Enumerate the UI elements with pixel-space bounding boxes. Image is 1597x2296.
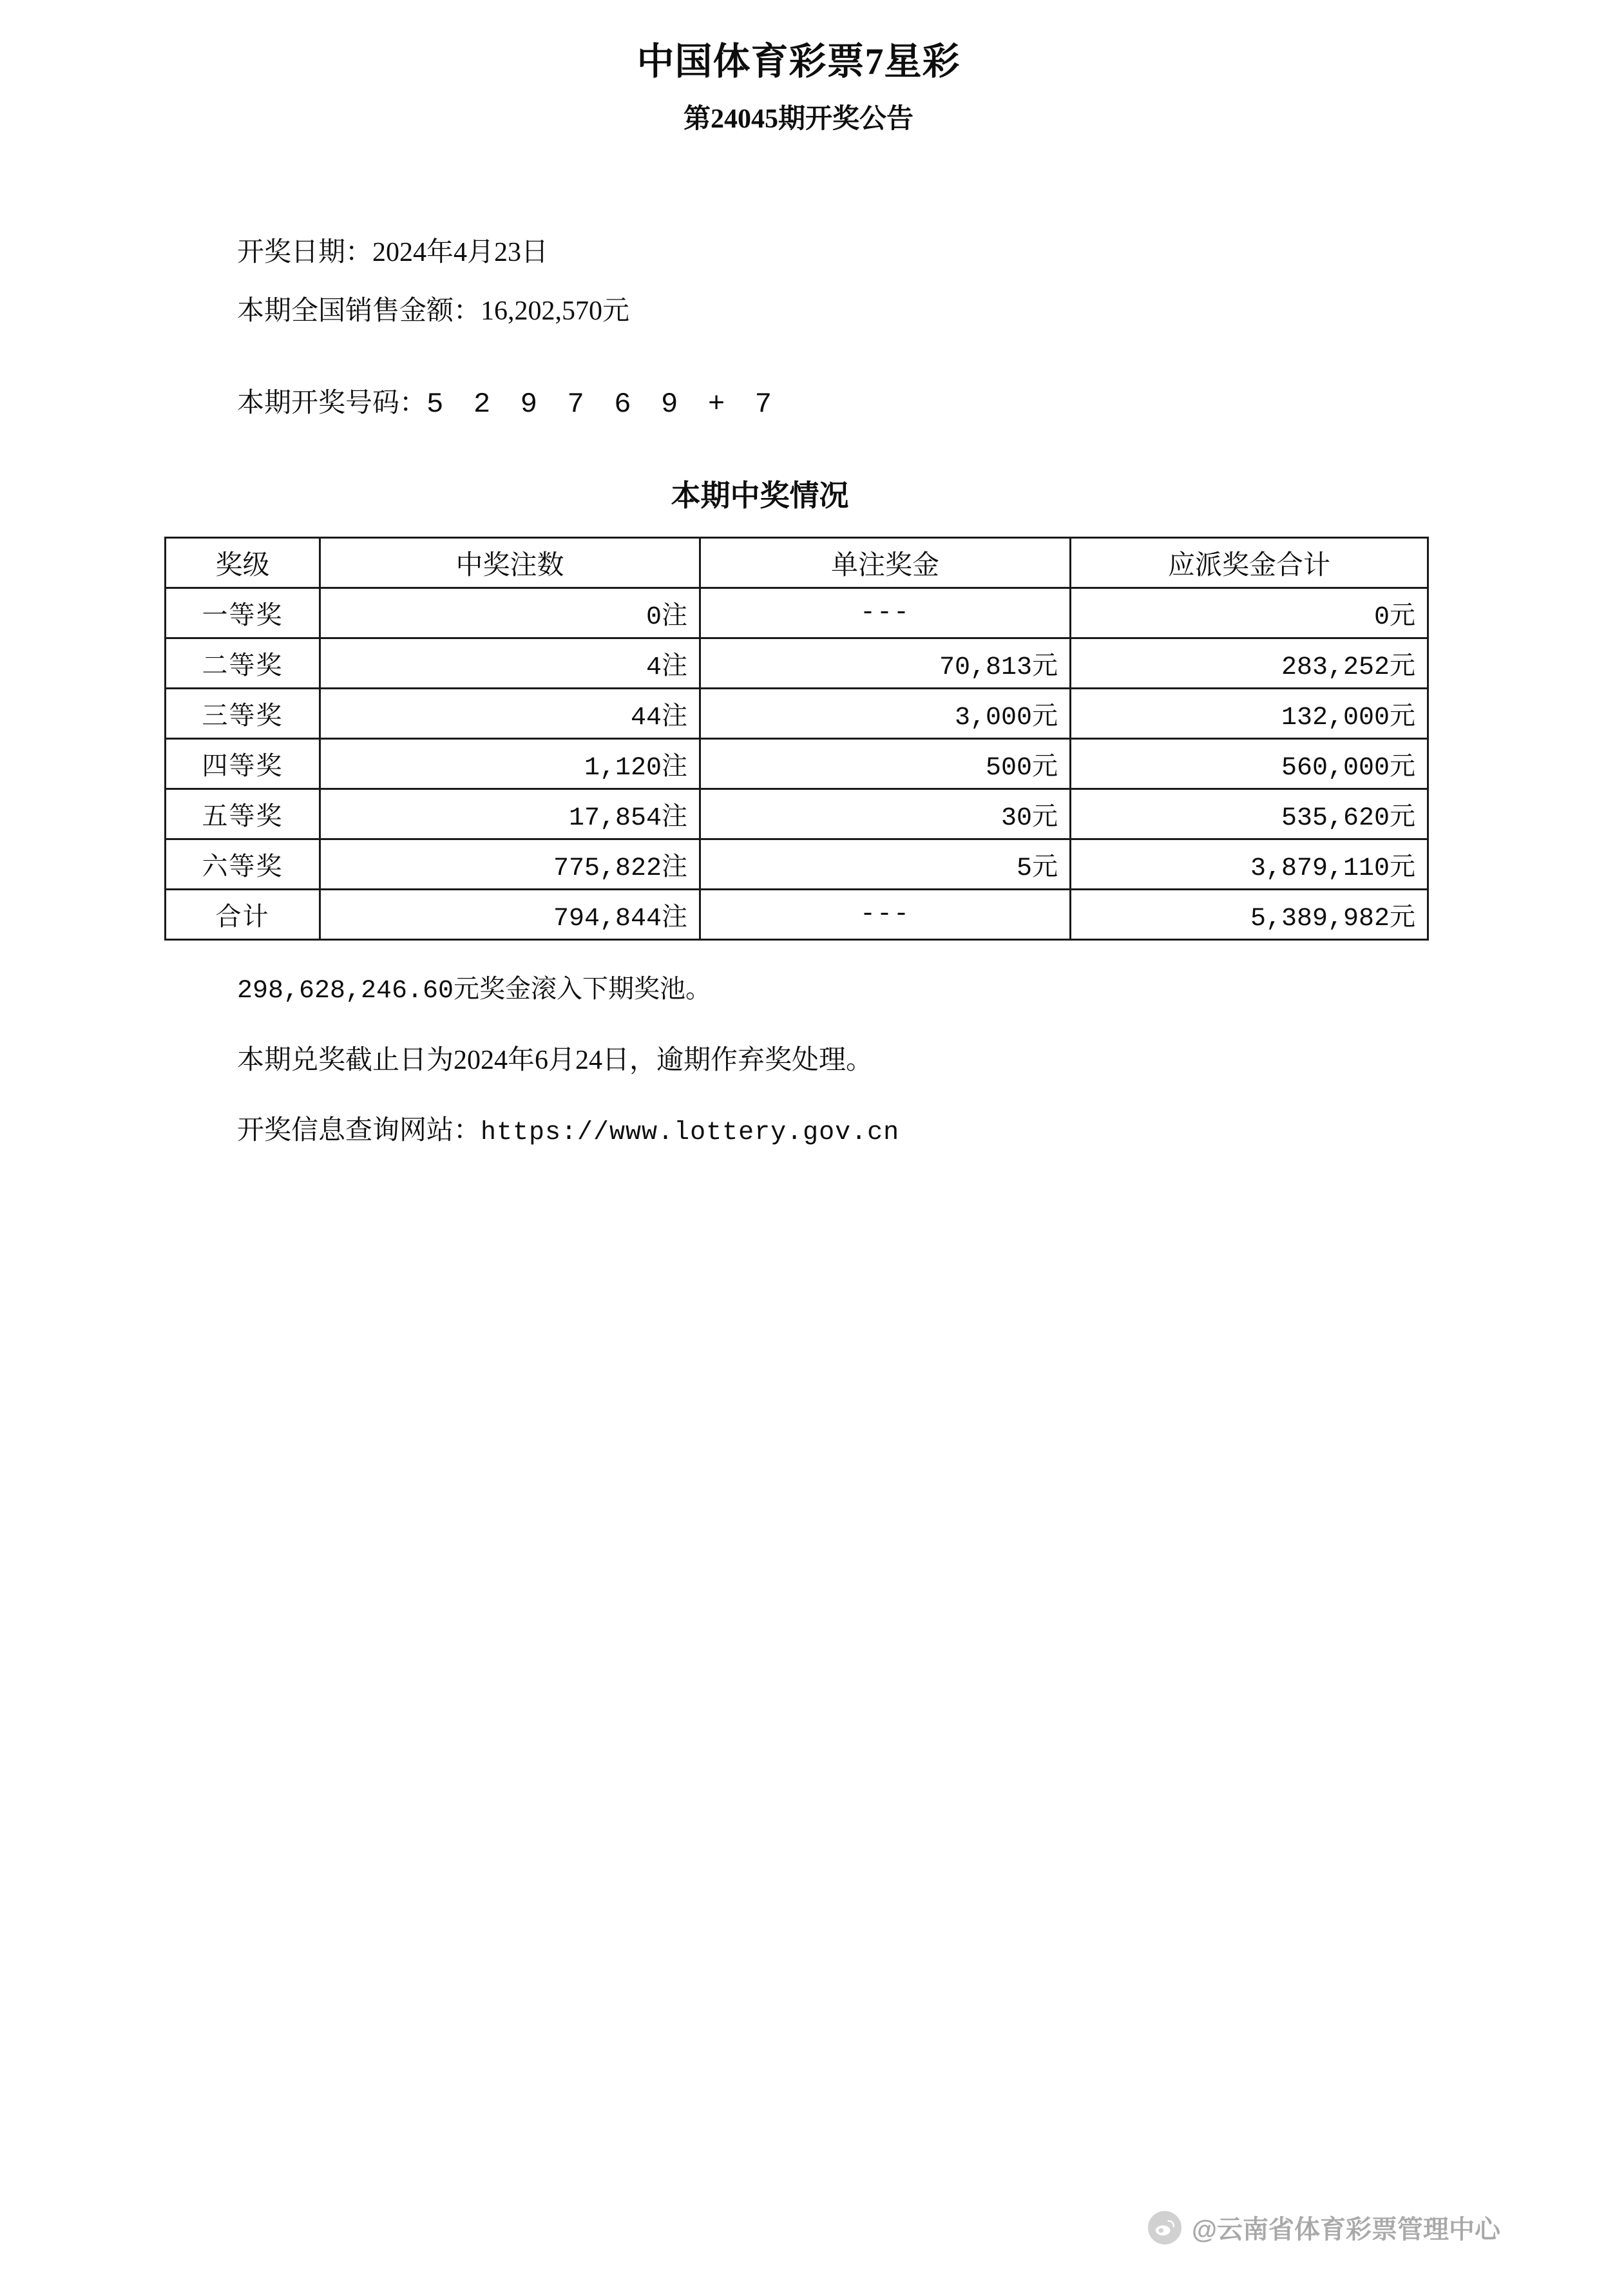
cell-total-value: 535,620: [1281, 803, 1390, 833]
cell-count-value: 17,854: [568, 803, 662, 833]
table-header-row: [166, 538, 1428, 588]
cell-count-value: 44: [630, 703, 662, 732]
cell-total-prize: [1071, 789, 1428, 839]
cell-per-value: 500: [985, 753, 1032, 783]
cell-count: [320, 588, 700, 638]
table-row: [166, 638, 1428, 689]
lottery-announcement-page: [0, 39, 1597, 2296]
cell-per-prize: [700, 638, 1071, 689]
cell-level: 三等奖: [166, 689, 320, 739]
weibo-icon: [1148, 2211, 1181, 2244]
sales-amount-text: 本期全国销售金额：16,202,570元: [237, 296, 630, 326]
cell-count-unit: 注: [662, 600, 687, 629]
website-url[interactable]: https://www.lottery.gov.cn: [481, 1118, 900, 1148]
winning-numbers-label: 本期开奖号码：: [237, 388, 427, 418]
cell-total-unit: 元: [1390, 600, 1415, 629]
cell-total-prize: [1071, 638, 1428, 689]
th-level: 奖级: [166, 538, 320, 588]
deadline-text: 本期兑奖截止日为2024年6月24日，逾期作弃奖处理。: [237, 1046, 874, 1075]
table-row: [166, 689, 1428, 739]
cell-total-unit: 元: [1390, 751, 1415, 780]
cell-count-value: 4: [645, 653, 662, 682]
cell-level: 一等奖: [166, 588, 320, 638]
cell-level: 四等奖: [166, 739, 320, 789]
table-row: [166, 588, 1428, 638]
cell-per-unit: 元: [1032, 801, 1058, 830]
cell-count-unit: 注: [662, 801, 687, 830]
cell-total-unit: 元: [1390, 700, 1415, 730]
cell-count-value: 775,822: [553, 854, 662, 883]
th-total-prize: 应派奖金合计: [1071, 538, 1428, 588]
cell-total-value: 5,389,982: [1250, 904, 1390, 933]
rollover-line: [237, 968, 1597, 1012]
cell-total-value: 560,000: [1281, 753, 1390, 783]
cell-count: [320, 890, 700, 940]
cell-per-unit: 元: [1032, 751, 1058, 780]
cell-total-prize: [1071, 689, 1428, 739]
cell-per-prize: [700, 890, 1071, 940]
cell-total-unit: 元: [1390, 650, 1415, 680]
cell-total-prize: [1071, 839, 1428, 890]
cell-total-prize: [1071, 890, 1428, 940]
cell-per-prize: [700, 689, 1071, 739]
deadline-line: [237, 1039, 1597, 1082]
th-per-prize: 单注奖金: [700, 538, 1071, 588]
footnotes: [237, 968, 1597, 1154]
winning-numbers-value: 5 2 9 7 6 9 + 7: [426, 388, 779, 421]
cell-total-value: 283,252: [1281, 653, 1390, 682]
cell-per-value: 70,813: [939, 653, 1032, 682]
table-row-total: [166, 890, 1428, 940]
page-title: 中国体育彩票7星彩: [636, 41, 961, 82]
cell-per-unit: 元: [1032, 650, 1058, 680]
cell-count-value: 1,120: [584, 753, 662, 783]
cell-per-value: 5: [1016, 854, 1032, 883]
cell-per-unit: 元: [1032, 700, 1058, 730]
cell-count: [320, 638, 700, 689]
draw-date-line: [237, 233, 1449, 273]
cell-per-prize: [700, 739, 1071, 789]
cell-total-unit: 元: [1390, 801, 1415, 830]
cell-level: 二等奖: [166, 638, 320, 689]
cell-total-unit: 元: [1390, 901, 1415, 931]
table-row: [166, 839, 1428, 890]
sales-amount-line: [237, 291, 1449, 332]
cell-per-value: ---: [859, 900, 910, 929]
cell-level: 合计: [166, 890, 320, 940]
cell-count-unit: 注: [662, 901, 687, 931]
cell-per-value: ---: [859, 598, 910, 627]
rollover-text: 298,628,246.60元奖金滚入下期奖池。: [237, 977, 712, 1006]
cell-count: [320, 789, 700, 839]
cell-level: 五等奖: [166, 789, 320, 839]
prize-table: [164, 537, 1429, 941]
page-subtitle: 第24045期开奖公告: [683, 104, 913, 134]
cell-count-unit: 注: [662, 851, 687, 881]
draw-date-text: 开奖日期：2024年4月23日: [237, 238, 549, 267]
cell-per-unit: 元: [1032, 851, 1058, 881]
cell-total-value: 132,000: [1281, 703, 1390, 732]
cell-count: [320, 739, 700, 789]
website-line: [237, 1109, 1597, 1154]
cell-count: [320, 689, 700, 739]
cell-count-unit: 注: [662, 751, 687, 780]
cell-total-value: 0: [1373, 602, 1390, 632]
cell-per-prize: [700, 839, 1071, 890]
cell-level: 六等奖: [166, 839, 320, 890]
cell-total-unit: 元: [1390, 851, 1415, 881]
cell-per-prize: [700, 588, 1071, 638]
website-label: 开奖信息查询网站：: [237, 1116, 481, 1146]
cell-per-prize: [700, 789, 1071, 839]
cell-per-value: 3,000: [954, 703, 1032, 732]
cell-total-value: 3,879,110: [1250, 854, 1390, 883]
section-heading-prizes: 本期中奖情况: [671, 479, 849, 512]
cell-count: [320, 839, 700, 890]
cell-count-unit: 注: [662, 650, 687, 680]
cell-total-prize: [1071, 588, 1428, 638]
table-row: [166, 789, 1428, 839]
table-row: [166, 739, 1428, 789]
cell-total-prize: [1071, 739, 1428, 789]
cell-count-value: 794,844: [553, 904, 662, 933]
cell-count-value: 0: [645, 602, 662, 632]
watermark: [1148, 2209, 1500, 2246]
cell-count-unit: 注: [662, 700, 687, 730]
th-count: 中奖注数: [320, 538, 700, 588]
cell-per-value: 30: [1000, 803, 1032, 833]
watermark-text: @云南省体育彩票管理中心: [1191, 2215, 1500, 2244]
winning-numbers-line: [237, 383, 1449, 426]
